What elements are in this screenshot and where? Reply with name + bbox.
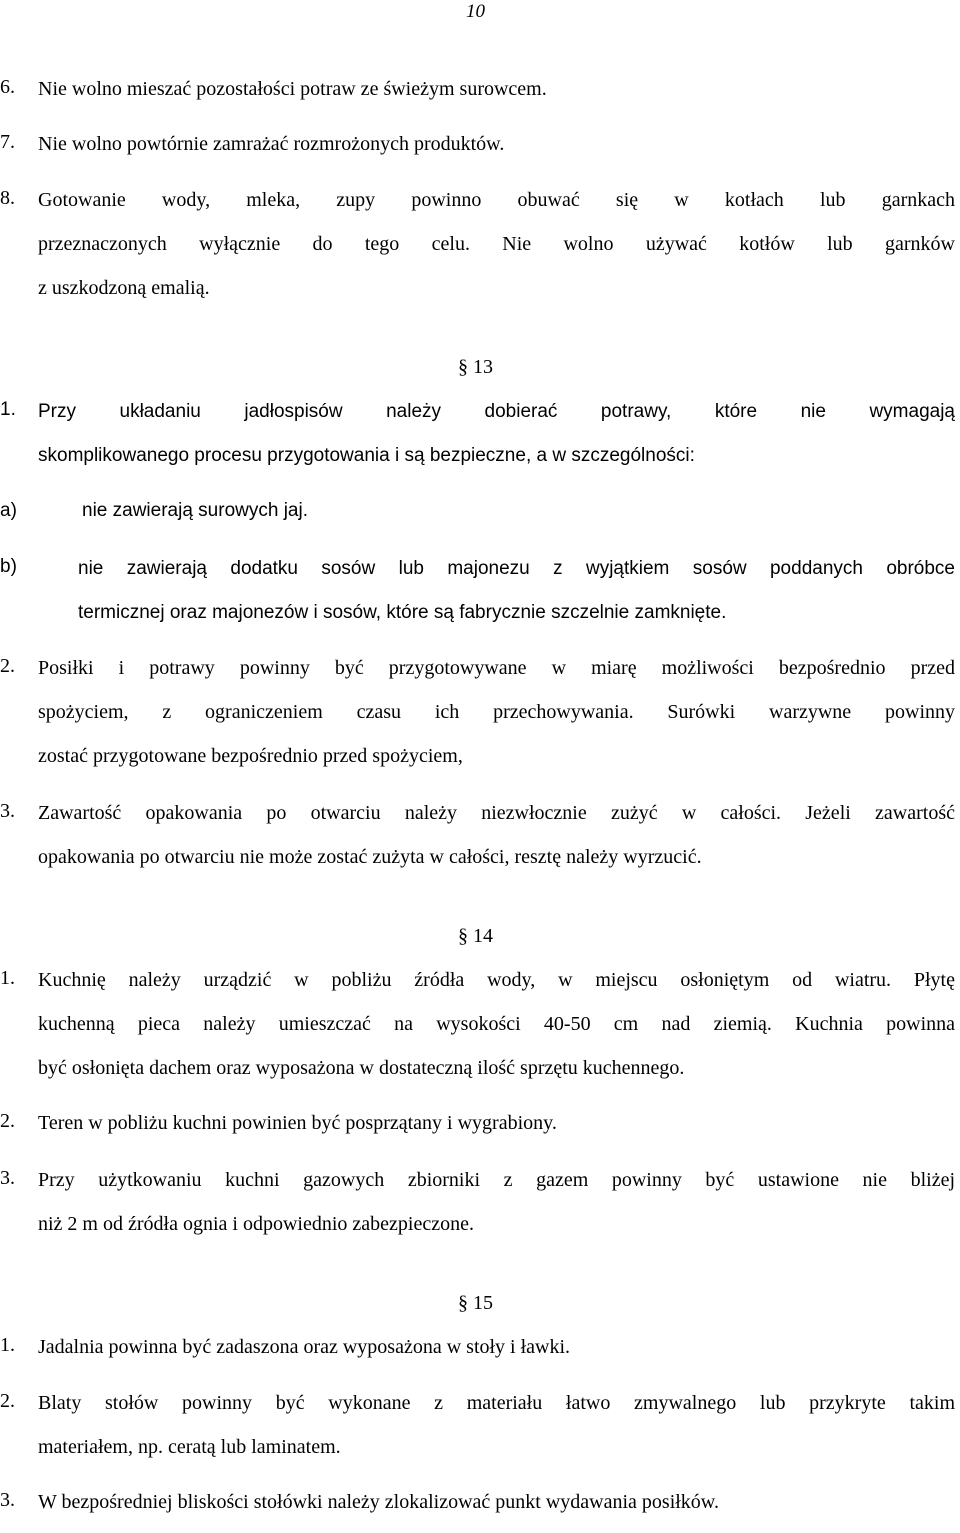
item-text: Gotowanie wody, mleka, zupy powinno obuwać się w kotłach lub garnkach xyxy=(38,189,955,211)
item-text: przeznaczonych wyłącznie do tego celu. Nie wolno używać kotłów lub garnków xyxy=(38,233,955,255)
section-heading: § 14 xyxy=(458,925,493,947)
sub-item-text: termicznej oraz majonezów i sosów, które są fabrycznie szczelnie zamknięte. xyxy=(78,602,727,623)
item-number: 1. xyxy=(0,967,15,989)
item-text: Posiłki i potrawy powinny być przygotowywane w miarę możliwości bezpośrednio przed xyxy=(38,657,955,679)
sub-item-text: nie zawierają dodatku sosów lub majonezu z wyjątkiem sosów poddanych obróbce xyxy=(78,558,955,579)
item-number: 1. xyxy=(0,1334,15,1356)
item-text: Teren w pobliżu kuchni powinien być posprzątany i wygrabiony. xyxy=(38,1112,557,1134)
item-number: 3. xyxy=(0,1489,15,1511)
item-number: 2. xyxy=(0,655,15,677)
section-heading: § 13 xyxy=(458,356,493,378)
item-text: Przy użytkowaniu kuchni gazowych zbiorniki z gazem powinny być ustawione nie bliżej xyxy=(38,1169,955,1191)
page-number: 10 xyxy=(466,1,485,22)
item-number: 3. xyxy=(0,1167,15,1189)
item-text: zostać przygotowane bezpośrednio przed spożyciem, xyxy=(38,745,463,767)
item-number: 7. xyxy=(0,131,15,153)
item-text: Zawartość opakowania po otwarciu należy niezwłocznie zużyć w całości. Jeżeli zawartość xyxy=(38,802,955,824)
item-text: materiałem, np. ceratą lub laminatem. xyxy=(38,1436,341,1458)
sub-item-text: nie zawierają surowych jaj. xyxy=(82,500,308,521)
item-text: Jadalnia powinna być zadaszona oraz wyposażona w stoły i ławki. xyxy=(38,1336,571,1358)
item-number: 6. xyxy=(0,76,15,98)
item-text: skomplikowanego procesu przygotowania i są bezpieczne, a w szczególności: xyxy=(38,445,695,466)
sub-item-letter: b) xyxy=(0,556,17,577)
item-text: W bezpośredniej bliskości stołówki należy zlokalizować punkt wydawania posiłków. xyxy=(38,1491,719,1513)
section-heading: § 15 xyxy=(458,1292,493,1314)
item-text: Nie wolno powtórnie zamrażać rozmrożonych produktów. xyxy=(38,133,505,155)
item-text: Blaty stołów powinny być wykonane z materiału łatwo zmywalnego lub przykryte takim xyxy=(38,1392,955,1414)
item-text: spożyciem, z ograniczeniem czasu ich przechowywania. Surówki warzywne powinny xyxy=(38,701,955,723)
item-text: z uszkodzoną emalią. xyxy=(38,277,210,299)
item-text: Kuchnię należy urządzić w pobliżu źródła wody, w miejscu osłoniętym od wiatru. Płytę xyxy=(38,969,955,991)
sub-item-letter: a) xyxy=(0,500,17,521)
item-number: 2. xyxy=(0,1110,15,1132)
item-number: 3. xyxy=(0,800,15,822)
item-text: być osłonięta dachem oraz wyposażona w dostateczną ilość sprzętu kuchennego. xyxy=(38,1057,685,1079)
item-number: 1. xyxy=(0,399,16,420)
item-text: opakowania po otwarciu nie może zostać zużyta w całości, resztę należy wyrzucić. xyxy=(38,846,702,868)
item-text: Przy układaniu jadłospisów należy dobierać potrawy, które nie wymagają xyxy=(38,401,955,422)
item-text: niż 2 m od źródła ognia i odpowiednio zabezpieczone. xyxy=(38,1213,474,1235)
item-number: 8. xyxy=(0,187,15,209)
item-text: Nie wolno mieszać pozostałości potraw ze świeżym surowcem. xyxy=(38,78,547,100)
item-number: 2. xyxy=(0,1390,15,1412)
item-text: kuchenną pieca należy umieszczać na wysokości 40-50 cm nad ziemią. Kuchnia powinna xyxy=(38,1013,955,1035)
